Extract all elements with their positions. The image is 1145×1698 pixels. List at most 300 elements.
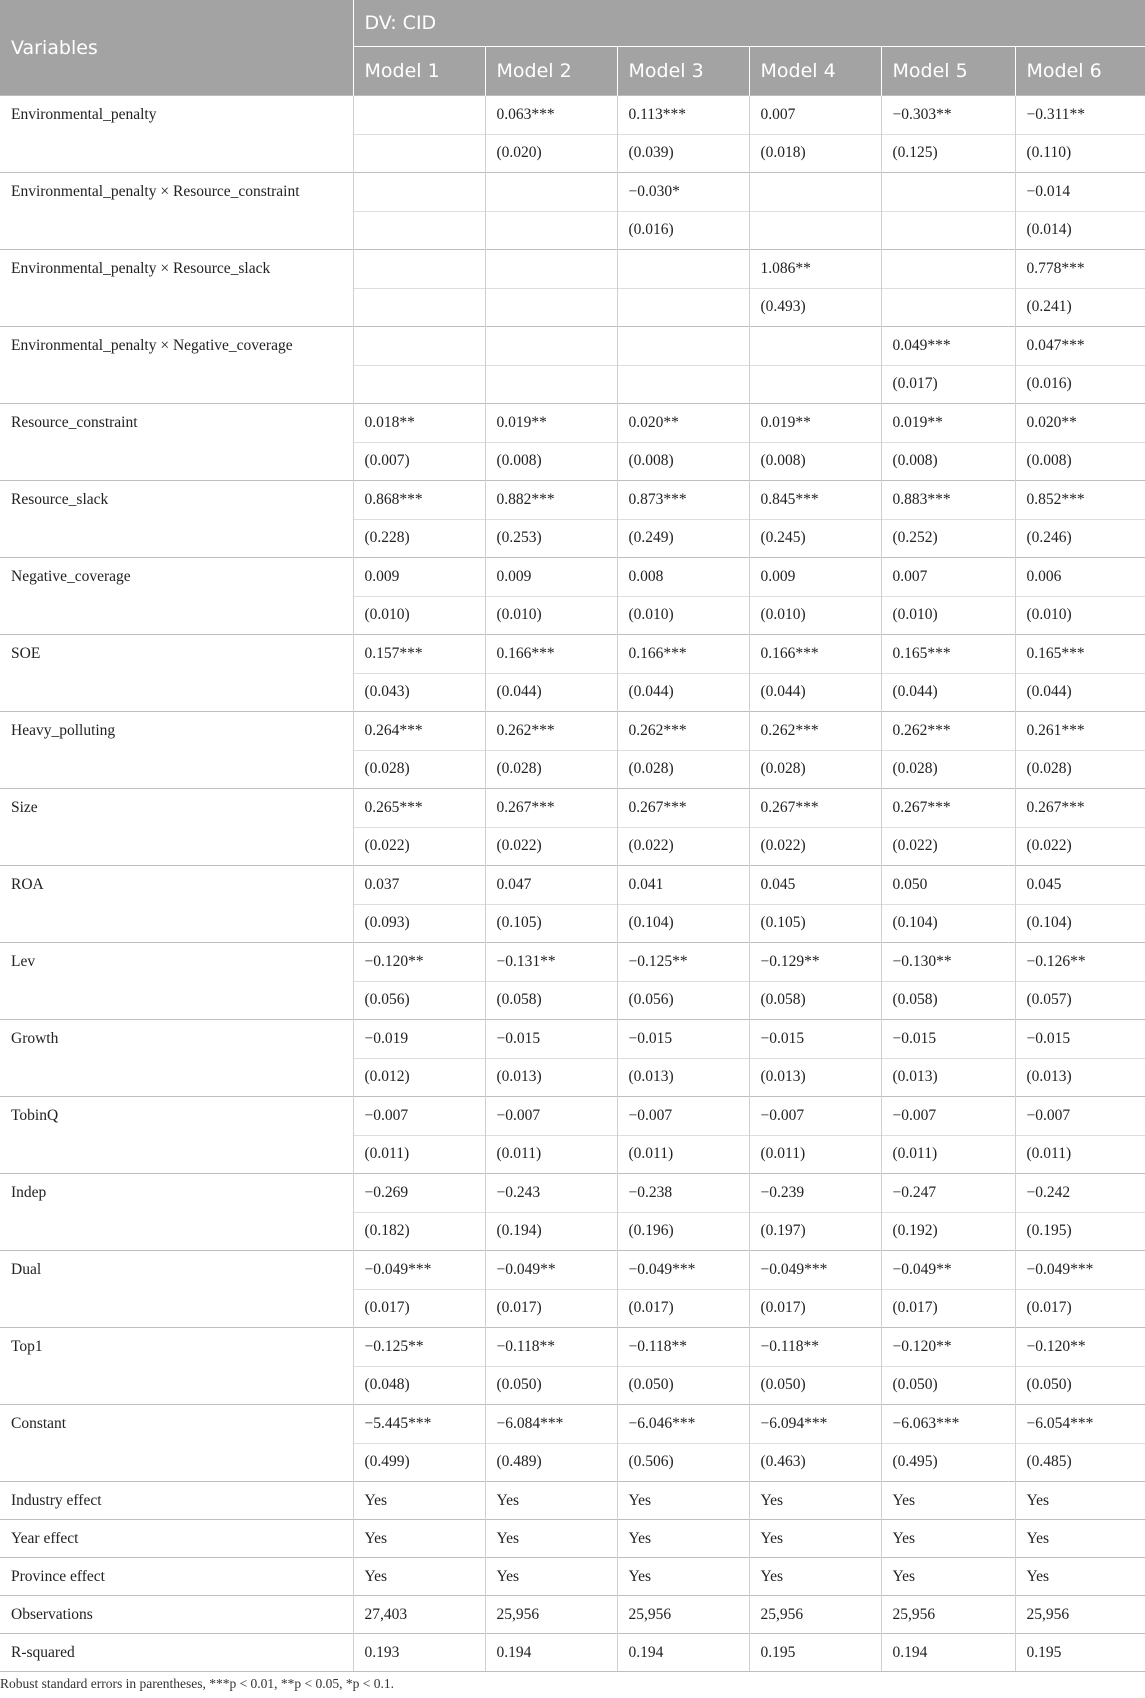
- statistic-cell: Yes: [485, 1482, 617, 1520]
- standard-error-cell: (0.008): [881, 442, 1015, 481]
- coefficient-cell: −0.120**: [353, 943, 485, 982]
- standard-error-cell: (0.050): [1015, 1366, 1145, 1405]
- coefficient-cell: [749, 173, 881, 212]
- statistic-cell: 0.195: [1015, 1634, 1145, 1672]
- statistic-cell: Yes: [353, 1558, 485, 1596]
- coefficient-cell: 0.165***: [1015, 635, 1145, 674]
- standard-error-cell: (0.104): [617, 904, 749, 943]
- standard-error-cell: (0.017): [485, 1289, 617, 1328]
- model-header: Model 5: [881, 47, 1015, 96]
- standard-error-cell: (0.044): [1015, 673, 1145, 712]
- standard-error-cell: (0.017): [749, 1289, 881, 1328]
- standard-error-cell: (0.048): [353, 1366, 485, 1405]
- variable-label: SOE: [0, 635, 353, 712]
- coefficient-cell: 0.852***: [1015, 481, 1145, 520]
- standard-error-cell: (0.105): [485, 904, 617, 943]
- standard-error-cell: (0.044): [749, 673, 881, 712]
- coefficient-cell: −0.243: [485, 1174, 617, 1213]
- statistic-cell: Yes: [881, 1520, 1015, 1558]
- statistic-cell: Yes: [749, 1520, 881, 1558]
- standard-error-cell: (0.028): [749, 750, 881, 789]
- statistic-cell: 25,956: [881, 1596, 1015, 1634]
- coefficient-cell: [353, 173, 485, 212]
- standard-error-cell: (0.022): [1015, 827, 1145, 866]
- standard-error-cell: (0.249): [617, 519, 749, 558]
- variable-label: Top1: [0, 1328, 353, 1405]
- standard-error-cell: (0.028): [617, 750, 749, 789]
- statistic-cell: 27,403: [353, 1596, 485, 1634]
- model-header: Model 4: [749, 47, 881, 96]
- standard-error-cell: [353, 288, 485, 327]
- coefficient-cell: 0.868***: [353, 481, 485, 520]
- standard-error-cell: (0.017): [353, 1289, 485, 1328]
- variable-label: Resource_constraint: [0, 404, 353, 481]
- coefficient-cell: −5.445***: [353, 1405, 485, 1444]
- standard-error-cell: (0.017): [881, 1289, 1015, 1328]
- standard-error-cell: (0.506): [617, 1443, 749, 1482]
- standard-error-cell: (0.016): [1015, 365, 1145, 404]
- coefficient-cell: 0.267***: [749, 789, 881, 828]
- coefficient-cell: −0.049**: [881, 1251, 1015, 1290]
- coefficient-cell: −0.049***: [1015, 1251, 1145, 1290]
- standard-error-cell: (0.028): [485, 750, 617, 789]
- coefficient-cell: −0.131**: [485, 943, 617, 982]
- standard-error-cell: (0.028): [1015, 750, 1145, 789]
- coefficient-cell: 0.049***: [881, 327, 1015, 366]
- table-header-row-top: [0, 0, 1145, 47]
- coefficient-cell: −0.238: [617, 1174, 749, 1213]
- variable-label: ROA: [0, 866, 353, 943]
- coefficient-row: [0, 1174, 1145, 1213]
- coefficient-cell: 0.045: [1015, 866, 1145, 905]
- coefficient-row: [0, 712, 1145, 751]
- standard-error-cell: (0.182): [353, 1212, 485, 1251]
- coefficient-cell: 0.063***: [485, 96, 617, 135]
- coefficient-cell: 0.262***: [881, 712, 1015, 751]
- coefficient-cell: 0.882***: [485, 481, 617, 520]
- coefficient-cell: −0.239: [749, 1174, 881, 1213]
- coefficient-cell: [353, 327, 485, 366]
- variable-label: Growth: [0, 1020, 353, 1097]
- standard-error-cell: (0.104): [881, 904, 1015, 943]
- standard-error-cell: [485, 365, 617, 404]
- standard-error-cell: [485, 211, 617, 250]
- standard-error-cell: (0.010): [1015, 596, 1145, 635]
- standard-error-cell: (0.489): [485, 1443, 617, 1482]
- standard-error-cell: [485, 288, 617, 327]
- standard-error-cell: (0.013): [881, 1058, 1015, 1097]
- coefficient-cell: −0.015: [881, 1020, 1015, 1059]
- standard-error-cell: (0.043): [353, 673, 485, 712]
- standard-error-cell: (0.485): [1015, 1443, 1145, 1482]
- model-header: Model 2: [485, 47, 617, 96]
- statistic-cell: Yes: [485, 1558, 617, 1596]
- standard-error-cell: (0.013): [485, 1058, 617, 1097]
- coefficient-cell: 0.883***: [881, 481, 1015, 520]
- coefficient-cell: 0.265***: [353, 789, 485, 828]
- standard-error-cell: (0.196): [617, 1212, 749, 1251]
- standard-error-cell: (0.050): [749, 1366, 881, 1405]
- variable-label: Size: [0, 789, 353, 866]
- coefficient-cell: −0.242: [1015, 1174, 1145, 1213]
- standard-error-cell: (0.022): [881, 827, 1015, 866]
- coefficient-row: [0, 1020, 1145, 1059]
- variable-label: Environmental_penalty × Resource_slack: [0, 250, 353, 327]
- standard-error-cell: (0.110): [1015, 134, 1145, 173]
- coefficient-cell: 0.267***: [485, 789, 617, 828]
- statistic-cell: 0.194: [617, 1634, 749, 1672]
- variable-label: Environmental_penalty × Resource_constraint: [0, 173, 353, 250]
- standard-error-cell: (0.010): [881, 596, 1015, 635]
- coefficient-cell: −0.015: [485, 1020, 617, 1059]
- coefficient-cell: [485, 173, 617, 212]
- standard-error-cell: (0.011): [749, 1135, 881, 1174]
- statistic-cell: Yes: [353, 1520, 485, 1558]
- standard-error-cell: (0.022): [749, 827, 881, 866]
- table-body: [0, 96, 1145, 1672]
- standard-error-cell: [353, 134, 485, 173]
- coefficient-cell: 0.873***: [617, 481, 749, 520]
- standard-error-cell: [881, 288, 1015, 327]
- variable-label: Environmental_penalty: [0, 96, 353, 173]
- standard-error-cell: (0.017): [617, 1289, 749, 1328]
- variables-header: Variables: [0, 0, 353, 96]
- standard-error-cell: (0.463): [749, 1443, 881, 1482]
- coefficient-cell: 0.019**: [881, 404, 1015, 443]
- statistic-label: R-squared: [0, 1634, 353, 1672]
- coefficient-cell: −0.007: [749, 1097, 881, 1136]
- coefficient-cell: [485, 250, 617, 289]
- standard-error-cell: [617, 365, 749, 404]
- standard-error-cell: [749, 365, 881, 404]
- coefficient-cell: 0.019**: [485, 404, 617, 443]
- standard-error-cell: (0.105): [749, 904, 881, 943]
- coefficient-row: [0, 1328, 1145, 1367]
- coefficient-cell: −0.120**: [881, 1328, 1015, 1367]
- coefficient-cell: −0.015: [1015, 1020, 1145, 1059]
- standard-error-cell: (0.197): [749, 1212, 881, 1251]
- coefficient-cell: 0.166***: [485, 635, 617, 674]
- coefficient-cell: [617, 250, 749, 289]
- dependent-variable-header: DV: CID: [353, 0, 1145, 47]
- standard-error-cell: (0.050): [881, 1366, 1015, 1405]
- variable-label: Environmental_penalty × Negative_coverage: [0, 327, 353, 404]
- variable-label: Constant: [0, 1405, 353, 1482]
- standard-error-cell: (0.253): [485, 519, 617, 558]
- coefficient-cell: −0.007: [617, 1097, 749, 1136]
- standard-error-cell: (0.016): [617, 211, 749, 250]
- coefficient-cell: 0.019**: [749, 404, 881, 443]
- coefficient-cell: 0.047: [485, 866, 617, 905]
- statistic-cell: 0.194: [485, 1634, 617, 1672]
- standard-error-cell: (0.050): [617, 1366, 749, 1405]
- standard-error-cell: (0.012): [353, 1058, 485, 1097]
- standard-error-cell: (0.010): [749, 596, 881, 635]
- coefficient-row: [0, 1251, 1145, 1290]
- coefficient-cell: 1.086**: [749, 250, 881, 289]
- coefficient-cell: −6.084***: [485, 1405, 617, 1444]
- standard-error-cell: (0.010): [485, 596, 617, 635]
- coefficient-cell: −0.049***: [353, 1251, 485, 1290]
- standard-error-cell: (0.245): [749, 519, 881, 558]
- coefficient-cell: [881, 250, 1015, 289]
- variable-label: Lev: [0, 943, 353, 1020]
- coefficient-cell: −0.007: [1015, 1097, 1145, 1136]
- standard-error-cell: (0.020): [485, 134, 617, 173]
- statistic-cell: Yes: [749, 1482, 881, 1520]
- coefficient-cell: −0.049***: [749, 1251, 881, 1290]
- statistic-cell: Yes: [881, 1558, 1015, 1596]
- coefficient-cell: 0.009: [485, 558, 617, 597]
- standard-error-cell: (0.246): [1015, 519, 1145, 558]
- coefficient-cell: 0.166***: [617, 635, 749, 674]
- coefficient-cell: 0.262***: [617, 712, 749, 751]
- coefficient-cell: −6.046***: [617, 1405, 749, 1444]
- standard-error-cell: (0.252): [881, 519, 1015, 558]
- standard-error-cell: [881, 211, 1015, 250]
- coefficient-cell: [617, 327, 749, 366]
- coefficient-cell: 0.037: [353, 866, 485, 905]
- statistic-label: Year effect: [0, 1520, 353, 1558]
- statistic-label: Observations: [0, 1596, 353, 1634]
- coefficient-cell: −0.019: [353, 1020, 485, 1059]
- coefficient-cell: −0.118**: [485, 1328, 617, 1367]
- coefficient-cell: −0.129**: [749, 943, 881, 982]
- statistic-row: [0, 1520, 1145, 1558]
- coefficient-cell: −0.247: [881, 1174, 1015, 1213]
- standard-error-cell: (0.010): [353, 596, 485, 635]
- coefficient-row: [0, 866, 1145, 905]
- standard-error-cell: (0.241): [1015, 288, 1145, 327]
- coefficient-cell: −0.015: [617, 1020, 749, 1059]
- variable-label: TobinQ: [0, 1097, 353, 1174]
- standard-error-cell: (0.011): [353, 1135, 485, 1174]
- coefficient-cell: −0.269: [353, 1174, 485, 1213]
- standard-error-cell: (0.008): [485, 442, 617, 481]
- variable-label: Resource_slack: [0, 481, 353, 558]
- standard-error-cell: (0.010): [617, 596, 749, 635]
- coefficient-row: [0, 943, 1145, 982]
- coefficient-row: [0, 327, 1145, 366]
- standard-error-cell: [617, 288, 749, 327]
- coefficient-cell: 0.267***: [1015, 789, 1145, 828]
- coefficient-cell: 0.020**: [1015, 404, 1145, 443]
- coefficient-row: [0, 789, 1145, 828]
- coefficient-cell: −0.014: [1015, 173, 1145, 212]
- standard-error-cell: (0.022): [485, 827, 617, 866]
- coefficient-cell: 0.018**: [353, 404, 485, 443]
- statistic-cell: Yes: [617, 1482, 749, 1520]
- variable-label: Negative_coverage: [0, 558, 353, 635]
- standard-error-cell: (0.228): [353, 519, 485, 558]
- coefficient-cell: −0.030*: [617, 173, 749, 212]
- coefficient-cell: −0.007: [353, 1097, 485, 1136]
- standard-error-cell: (0.056): [617, 981, 749, 1020]
- standard-error-cell: (0.050): [485, 1366, 617, 1405]
- standard-error-cell: [353, 211, 485, 250]
- standard-error-cell: (0.192): [881, 1212, 1015, 1251]
- statistic-row: [0, 1634, 1145, 1672]
- coefficient-cell: [749, 327, 881, 366]
- standard-error-cell: (0.011): [485, 1135, 617, 1174]
- statistic-cell: 0.193: [353, 1634, 485, 1672]
- statistic-cell: Yes: [1015, 1482, 1145, 1520]
- variable-label: Dual: [0, 1251, 353, 1328]
- coefficient-cell: −0.311**: [1015, 96, 1145, 135]
- statistic-cell: Yes: [1015, 1558, 1145, 1596]
- standard-error-cell: (0.013): [617, 1058, 749, 1097]
- coefficient-cell: −0.049**: [485, 1251, 617, 1290]
- coefficient-row: [0, 96, 1145, 135]
- standard-error-cell: (0.028): [881, 750, 1015, 789]
- standard-error-cell: (0.058): [881, 981, 1015, 1020]
- model-header: Model 3: [617, 47, 749, 96]
- standard-error-cell: (0.028): [353, 750, 485, 789]
- table-footnote: Robust standard errors in parentheses, ***p < 0.01, **p < 0.05, *p < 0.1.: [0, 1676, 395, 1691]
- coefficient-cell: −0.126**: [1015, 943, 1145, 982]
- statistic-cell: 25,956: [485, 1596, 617, 1634]
- statistic-cell: Yes: [485, 1520, 617, 1558]
- statistic-cell: Yes: [1015, 1520, 1145, 1558]
- coefficient-cell: 0.006: [1015, 558, 1145, 597]
- coefficient-cell: 0.007: [881, 558, 1015, 597]
- coefficient-row: [0, 173, 1145, 212]
- model-header: Model 1: [353, 47, 485, 96]
- standard-error-cell: (0.011): [617, 1135, 749, 1174]
- coefficient-cell: −0.118**: [749, 1328, 881, 1367]
- statistic-cell: 25,956: [1015, 1596, 1145, 1634]
- coefficient-cell: −0.007: [881, 1097, 1015, 1136]
- coefficient-cell: 0.778***: [1015, 250, 1145, 289]
- statistic-row: [0, 1558, 1145, 1596]
- coefficient-row: [0, 404, 1145, 443]
- coefficient-cell: 0.047***: [1015, 327, 1145, 366]
- coefficient-cell: 0.166***: [749, 635, 881, 674]
- statistic-cell: 25,956: [749, 1596, 881, 1634]
- standard-error-cell: (0.093): [353, 904, 485, 943]
- statistic-label: Province effect: [0, 1558, 353, 1596]
- variable-label: Heavy_polluting: [0, 712, 353, 789]
- standard-error-cell: (0.011): [881, 1135, 1015, 1174]
- coefficient-row: [0, 250, 1145, 289]
- standard-error-cell: (0.011): [1015, 1135, 1145, 1174]
- standard-error-cell: (0.013): [749, 1058, 881, 1097]
- standard-error-cell: [353, 365, 485, 404]
- standard-error-cell: (0.022): [353, 827, 485, 866]
- coefficient-cell: 0.267***: [617, 789, 749, 828]
- statistic-cell: 0.195: [749, 1634, 881, 1672]
- standard-error-cell: (0.058): [749, 981, 881, 1020]
- standard-error-cell: (0.013): [1015, 1058, 1145, 1097]
- coefficient-row: [0, 635, 1145, 674]
- standard-error-cell: (0.044): [485, 673, 617, 712]
- coefficient-row: [0, 1097, 1145, 1136]
- statistic-label: Industry effect: [0, 1482, 353, 1520]
- statistic-cell: 0.194: [881, 1634, 1015, 1672]
- standard-error-cell: (0.018): [749, 134, 881, 173]
- statistic-cell: Yes: [881, 1482, 1015, 1520]
- standard-error-cell: (0.039): [617, 134, 749, 173]
- coefficient-cell: 0.845***: [749, 481, 881, 520]
- variable-label: Indep: [0, 1174, 353, 1251]
- coefficient-cell: 0.262***: [749, 712, 881, 751]
- coefficient-cell: 0.008: [617, 558, 749, 597]
- model-header: Model 6: [1015, 47, 1145, 96]
- coefficient-cell: 0.045: [749, 866, 881, 905]
- coefficient-cell: [485, 327, 617, 366]
- statistic-cell: Yes: [617, 1520, 749, 1558]
- coefficient-cell: −0.015: [749, 1020, 881, 1059]
- standard-error-cell: (0.056): [353, 981, 485, 1020]
- standard-error-cell: (0.008): [1015, 442, 1145, 481]
- standard-error-cell: (0.014): [1015, 211, 1145, 250]
- standard-error-cell: (0.125): [881, 134, 1015, 173]
- coefficient-cell: −0.049***: [617, 1251, 749, 1290]
- coefficient-cell: −0.303**: [881, 96, 1015, 135]
- standard-error-cell: (0.008): [749, 442, 881, 481]
- coefficient-cell: [353, 96, 485, 135]
- coefficient-cell: −0.118**: [617, 1328, 749, 1367]
- coefficient-cell: 0.009: [749, 558, 881, 597]
- coefficient-cell: 0.041: [617, 866, 749, 905]
- coefficient-cell: 0.267***: [881, 789, 1015, 828]
- standard-error-cell: (0.194): [485, 1212, 617, 1251]
- standard-error-cell: (0.044): [881, 673, 1015, 712]
- standard-error-cell: (0.493): [749, 288, 881, 327]
- standard-error-cell: (0.058): [485, 981, 617, 1020]
- coefficient-cell: −0.007: [485, 1097, 617, 1136]
- standard-error-cell: (0.495): [881, 1443, 1015, 1482]
- statistic-row: [0, 1482, 1145, 1520]
- coefficient-cell: 0.261***: [1015, 712, 1145, 751]
- coefficient-cell: 0.009: [353, 558, 485, 597]
- coefficient-cell: −0.130**: [881, 943, 1015, 982]
- statistic-cell: 25,956: [617, 1596, 749, 1634]
- coefficient-cell: −6.063***: [881, 1405, 1015, 1444]
- standard-error-cell: (0.195): [1015, 1212, 1145, 1251]
- statistic-cell: Yes: [617, 1558, 749, 1596]
- standard-error-cell: (0.007): [353, 442, 485, 481]
- statistic-cell: Yes: [353, 1482, 485, 1520]
- standard-error-cell: (0.017): [1015, 1289, 1145, 1328]
- standard-error-cell: (0.044): [617, 673, 749, 712]
- standard-error-cell: (0.017): [881, 365, 1015, 404]
- coefficient-cell: 0.113***: [617, 96, 749, 135]
- coefficient-cell: 0.165***: [881, 635, 1015, 674]
- standard-error-cell: (0.499): [353, 1443, 485, 1482]
- standard-error-cell: [749, 211, 881, 250]
- statistic-row: [0, 1596, 1145, 1634]
- coefficient-cell: 0.157***: [353, 635, 485, 674]
- coefficient-cell: [353, 250, 485, 289]
- coefficient-cell: −0.125**: [617, 943, 749, 982]
- coefficient-cell: −0.125**: [353, 1328, 485, 1367]
- coefficient-cell: −6.094***: [749, 1405, 881, 1444]
- coefficient-cell: 0.007: [749, 96, 881, 135]
- coefficient-cell: −0.120**: [1015, 1328, 1145, 1367]
- coefficient-row: [0, 558, 1145, 597]
- standard-error-cell: (0.104): [1015, 904, 1145, 943]
- coefficient-cell: −6.054***: [1015, 1405, 1145, 1444]
- standard-error-cell: (0.057): [1015, 981, 1145, 1020]
- coefficient-cell: 0.020**: [617, 404, 749, 443]
- coefficient-cell: 0.264***: [353, 712, 485, 751]
- coefficient-cell: [881, 173, 1015, 212]
- coefficient-cell: 0.050: [881, 866, 1015, 905]
- coefficient-row: [0, 1405, 1145, 1444]
- statistic-cell: Yes: [749, 1558, 881, 1596]
- coefficient-cell: 0.262***: [485, 712, 617, 751]
